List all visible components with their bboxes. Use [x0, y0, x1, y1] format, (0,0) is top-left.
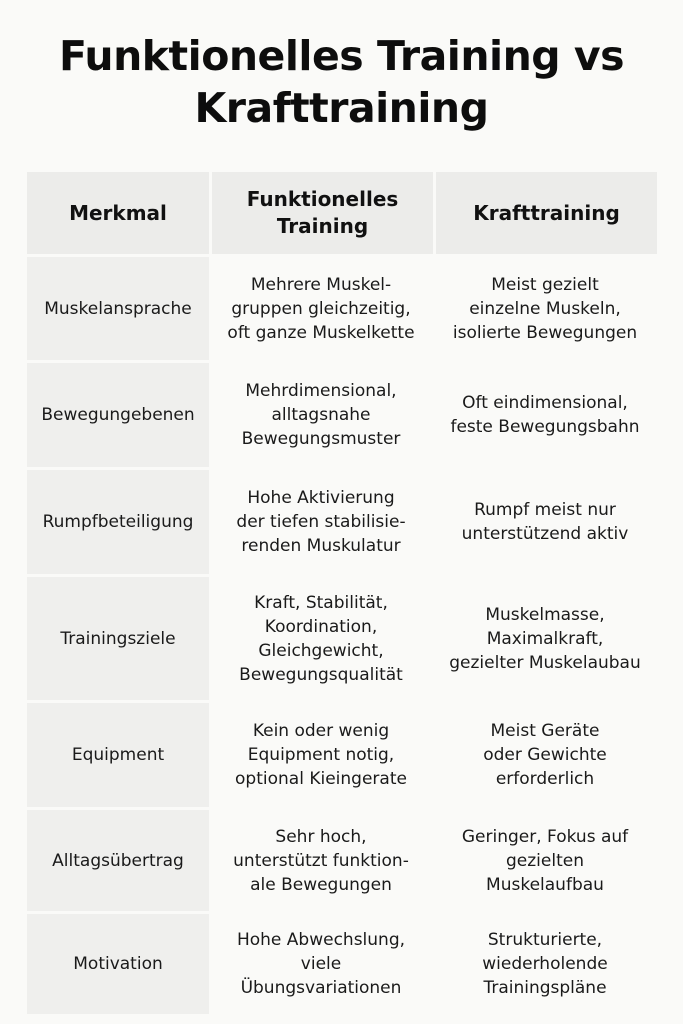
row-functional-value: Kein oder wenig Equipment notig, optional Kieingerate [209, 703, 433, 807]
row-feature: Motivation [27, 914, 209, 1014]
row-strength-value: Strukturierte, wiederholende Trainingspläne [433, 914, 657, 1014]
row-strength-value: Muskelmasse, Maximalkraft, gezielter Muskelaubau [433, 577, 657, 700]
page-title [0, 30, 683, 134]
header-merkmal: Merkmal [27, 172, 209, 254]
row-functional-value: Mehrdimensional, alltagsnahe Bewegungsmuster [209, 363, 433, 467]
row-feature: Equipment [27, 703, 209, 807]
page-title-line-1: Funktionelles Training vs [58, 32, 625, 80]
row-functional-value: Sehr hoch, unterstützt funktion- ale Bewegungen [209, 810, 433, 911]
row-strength-value: Geringer, Fokus auf gezielten Muskelaufbau [433, 810, 657, 911]
row-feature: Alltagsübertrag [27, 810, 209, 911]
row-feature: Trainingsziele [27, 577, 209, 700]
header-functional-training: Funktionelles Training [209, 172, 433, 254]
row-functional-value: Hohe Aktivierung der tiefen stabilisie- renden Muskulatur [209, 470, 433, 574]
row-functional-value: Kraft, Stabilität, Koordination, Gleichgewicht, Bewegungsqualität [209, 577, 433, 700]
page-title-line-2: Krafttraining [194, 84, 489, 132]
row-strength-value: Meist gezielt einzelne Muskeln, isolierte Bewegungen [433, 257, 657, 360]
header-strength-training: Krafttraining [433, 172, 657, 254]
row-feature: Muskelansprache [27, 257, 209, 360]
row-functional-value: Hohe Abwechslung, viele Übungsvariationen [209, 914, 433, 1014]
row-strength-value: Meist Geräte oder Gewichte erforderlich [433, 703, 657, 807]
row-feature: Bewegungebenen [27, 363, 209, 467]
row-functional-value: Mehrere Muskel- gruppen gleichzeitig, oft ganze Muskelkette [209, 257, 433, 360]
row-strength-value: Rumpf meist nur unterstützend aktiv [433, 470, 657, 574]
row-strength-value: Oft eindimensional, feste Bewegungsbahn [433, 363, 657, 467]
row-feature: Rumpfbeteiligung [27, 470, 209, 574]
comparison-table [27, 172, 657, 1014]
